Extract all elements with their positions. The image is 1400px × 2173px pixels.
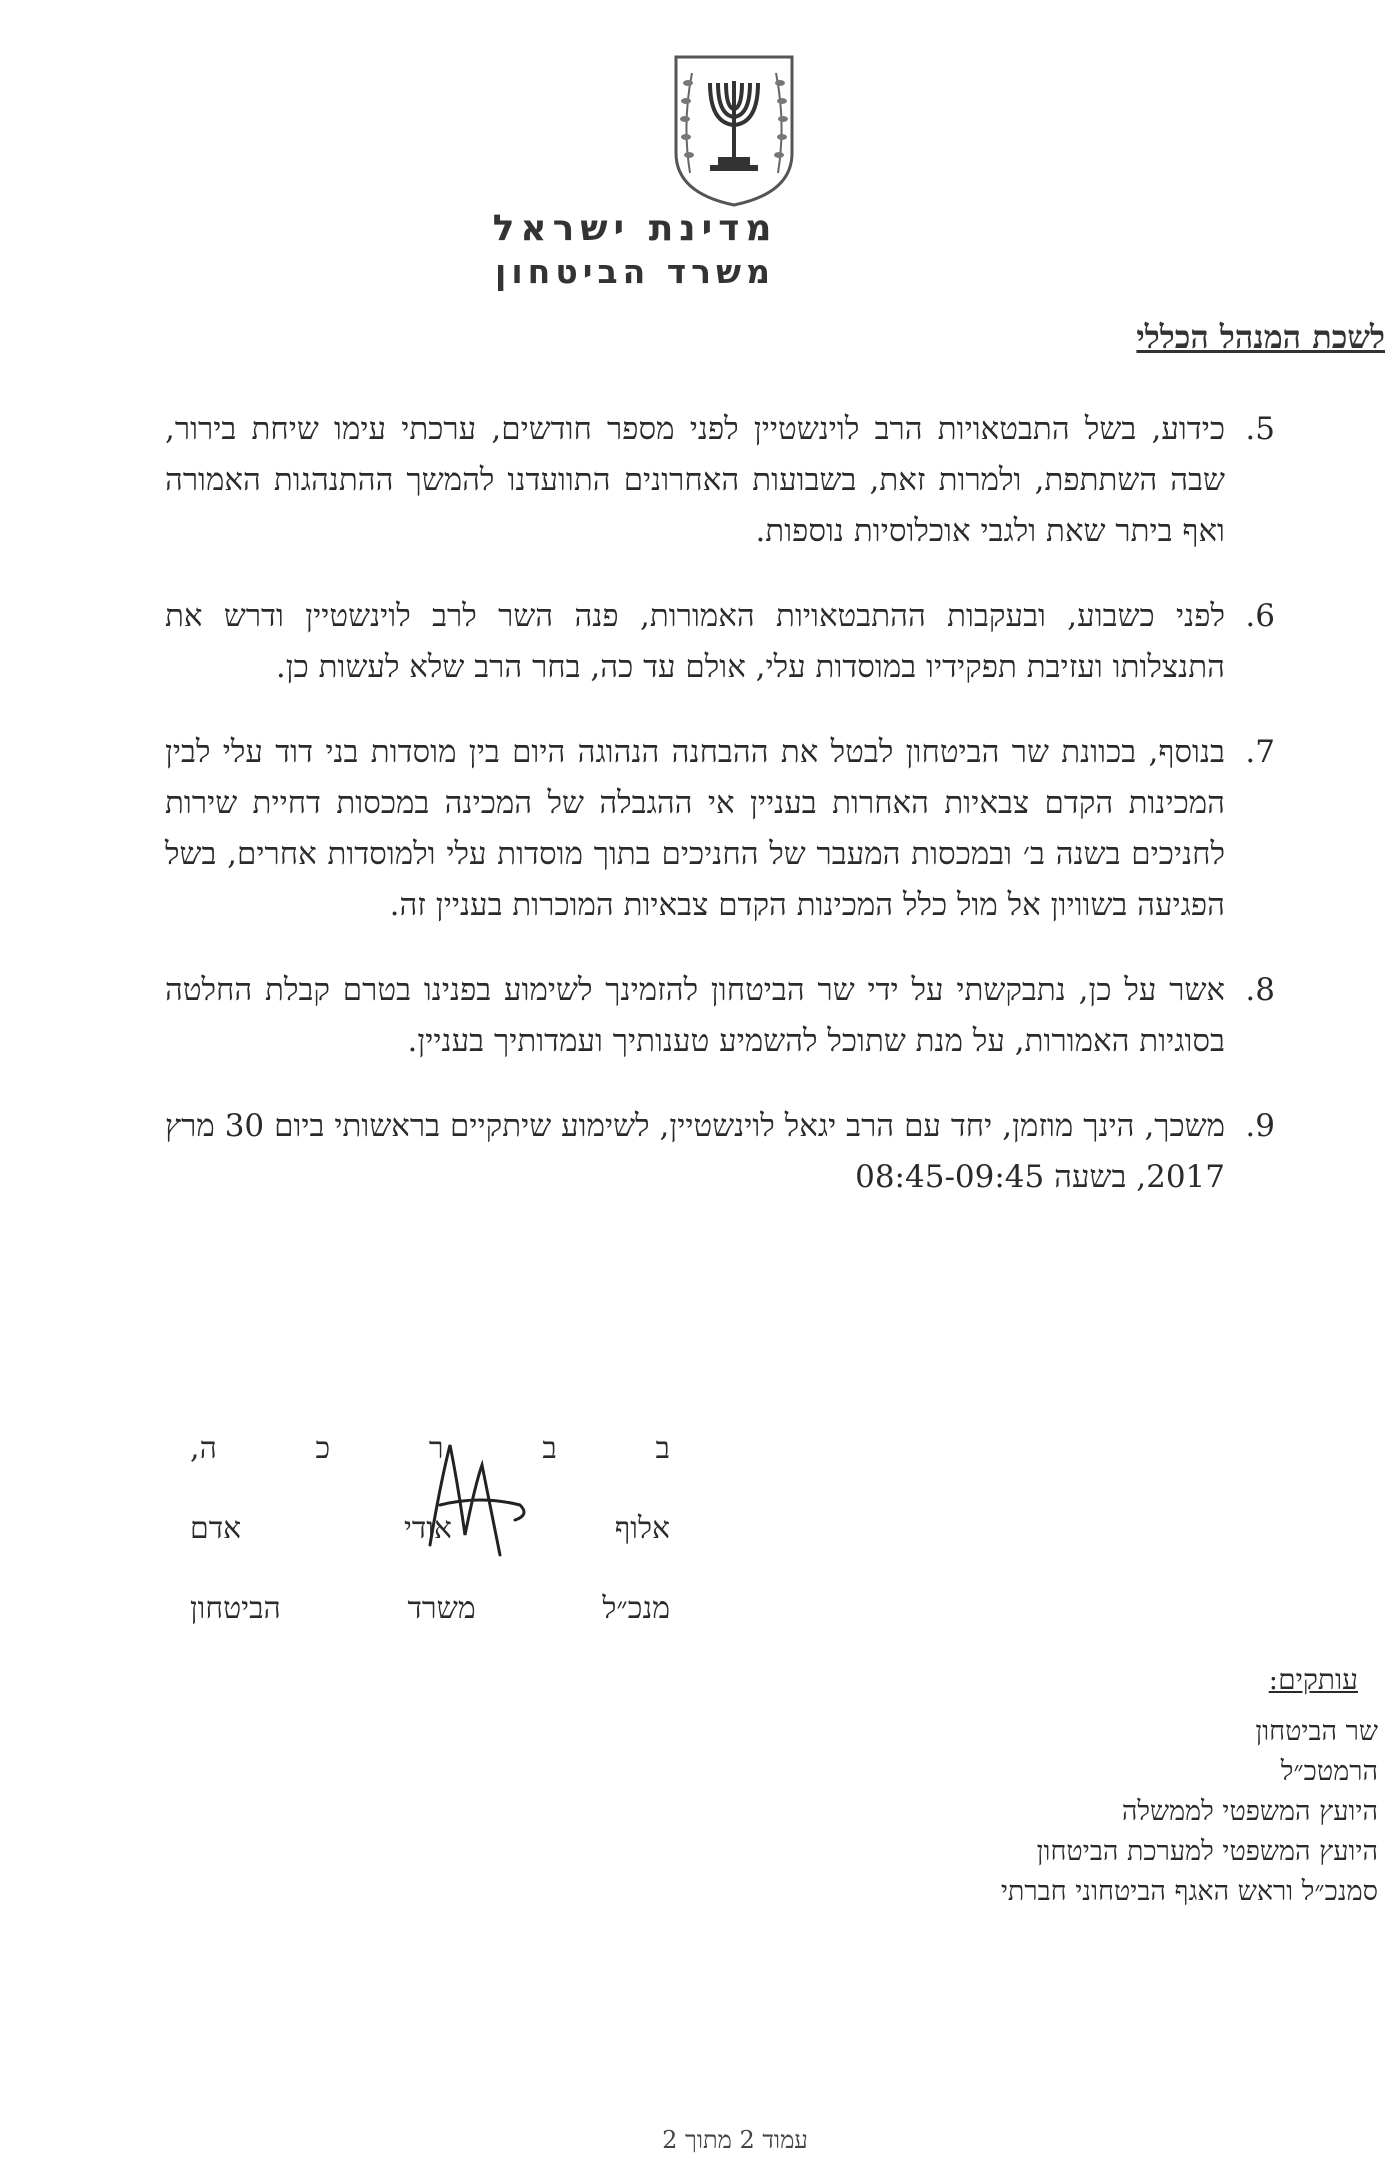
list-item — [165, 965, 1275, 1067]
signer-rank: אלוף — [614, 1510, 670, 1546]
page-number: עמוד 2 מתוך 2 — [662, 2126, 808, 2154]
item-text: כידוע, בשל התבטאויות הרב לוינשטיין לפני מספר חודשים, ערכתי עימו שיחת בירור, שבה השתתפת, ולמרות זאת, בשבועות האחרונים התוועדנו להמשך ההתנהגות האמורה ואף ביתר שאת ולגבי אוכלוסיות נוספות. — [165, 411, 1225, 549]
list-item — [165, 1101, 1275, 1203]
item-text: אשר על כן, נתבקשתי על ידי שר הביטחון להזמינך לשימוע בפנינו בטרם קבלת החלטה בסוגיות האמורות, על מנת שתוכל להשמיע טענותיך ועמדותיך בעניין. — [165, 972, 1226, 1059]
copy-recipient: היועץ המשפטי למערכת הביטחון — [1036, 1836, 1378, 1867]
list-item — [165, 404, 1275, 557]
item-number: 8. — [1245, 972, 1275, 1008]
closing-letter: ב — [542, 1430, 557, 1466]
list-item — [165, 591, 1275, 693]
copies-title: עותקים: — [1268, 1663, 1358, 1696]
closing-letter: ר — [428, 1430, 444, 1466]
item-text: לפני כשבוע, ובעקבות ההתבטאויות האמורות, פנה השר לרב לוינשטיין ודרש את התנצלותו ועזיבת תפקידיו במוסדות עלי, אולם עד כה, בחר הרב שלא לעשות כן. — [165, 598, 1225, 685]
item-text: משכך, הינך מוזמן, יחד עם הרב יגאל לוינשטיין, לשימוע שיתקיים בראשותי ביום 30 מרץ 2017, בשעה 08:45-09:45 — [165, 1108, 1226, 1195]
signer-title-1: מנכ״ל — [602, 1590, 670, 1626]
closing-letter: ה, — [190, 1430, 217, 1466]
signer-title-2: משרד — [407, 1590, 476, 1626]
signer-title-3: הביטחון — [190, 1590, 281, 1626]
copy-recipient: היועץ המשפטי לממשלה — [1121, 1796, 1378, 1827]
signer-last-name: אדם — [190, 1510, 242, 1546]
state-name: מדינת ישראל — [492, 208, 778, 249]
copy-recipient: הרמטכ״ל — [1280, 1756, 1378, 1787]
copy-recipient: סמנכ״ל וראש האגף הביטחוני חברתי — [1000, 1876, 1378, 1907]
signer-first-name: אודי — [403, 1510, 452, 1546]
handwritten-signature — [420, 1425, 540, 1565]
ministry-name: משרד הביטחון — [495, 252, 775, 291]
item-number: 7. — [1245, 734, 1275, 770]
closing-letter: ב — [655, 1430, 670, 1466]
copies-list — [1001, 1712, 1378, 1912]
list-item — [165, 727, 1275, 931]
item-number: 9. — [1245, 1108, 1275, 1144]
signer-title — [190, 1568, 670, 1648]
office-title: לשכת המנהל הכללי — [1136, 318, 1385, 356]
state-emblem-menorah-icon — [670, 53, 798, 208]
closing-letter: כ — [315, 1430, 331, 1466]
letter-body — [165, 404, 1275, 1237]
item-number: 5. — [1245, 411, 1275, 447]
copy-recipient: שר הביטחון — [1255, 1716, 1378, 1747]
item-number: 6. — [1245, 598, 1275, 634]
item-text: בנוסף, בכוונת שר הביטחון לבטל את ההבחנה הנהוגה היום בין מוסדות בני דוד עלי לבין המכינות הקדם צבאיות האחרות בעניין אי ההגבלה של המכינה במכסות דחיית שירות לחניכים בשנה ב׳ ובמכסות המעבר של החניכים בתוך מוסדות עלי ולמוסדות אחרים, בשל הפגיעה בשוויון אל מול כלל המכינות הקדם צבאיות המוכרות בעניין זה. — [165, 734, 1225, 923]
